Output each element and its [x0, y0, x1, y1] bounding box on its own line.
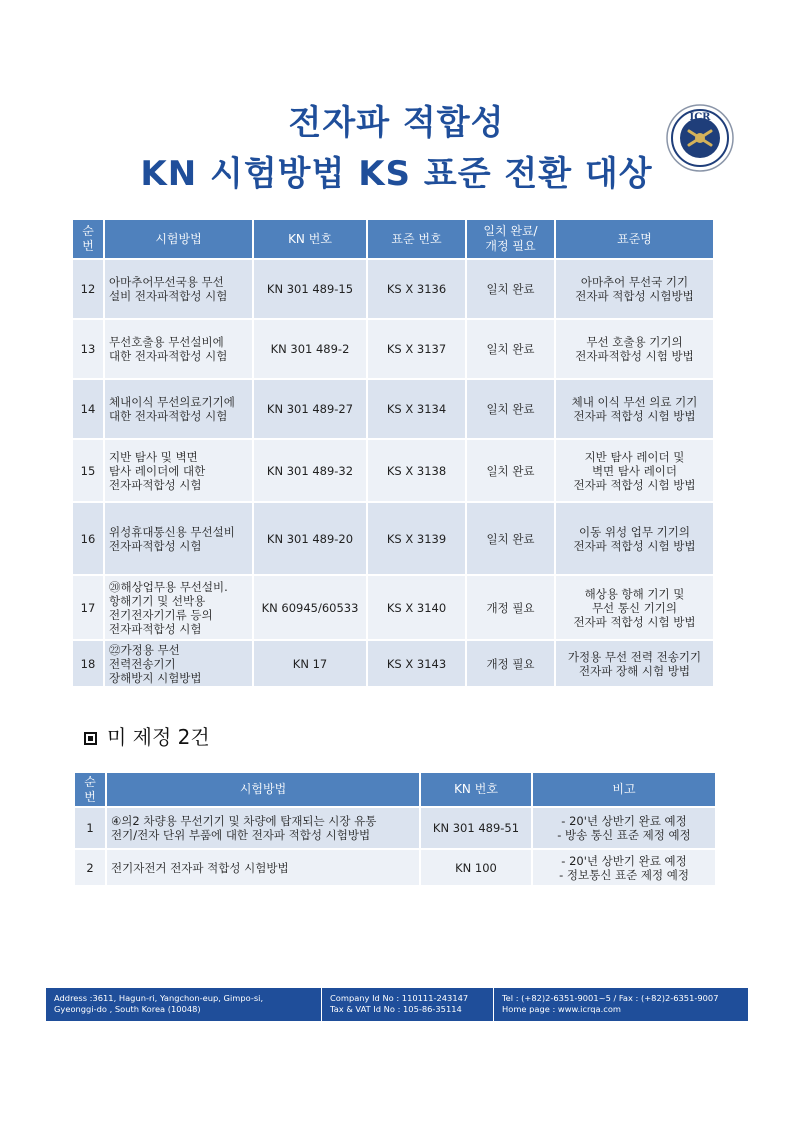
- cell-method: [105, 380, 252, 438]
- cell-method-line: 전자파적합성 시험: [109, 621, 202, 636]
- table-row: [75, 850, 715, 885]
- cell-std-name: [556, 260, 713, 318]
- cell-std-name-line: 전자파적합성 시험 방법: [575, 349, 694, 363]
- cell-kn: KN 301 489-27: [254, 380, 366, 438]
- cell-method-line: 항해기기 및 선박용: [109, 593, 206, 608]
- col-kn: KN 번호: [421, 773, 531, 806]
- cell-std-name-line: 지반 탐사 레이더 및: [584, 449, 685, 464]
- cell-note-line: - 방송 통신 표준 제정 예정: [557, 828, 691, 842]
- cell-std: KS X 3134: [368, 380, 465, 438]
- col-method: 시험방법: [107, 773, 419, 806]
- cell-method-line: 전자파적합성 시험: [109, 477, 202, 492]
- cell-std-name: [556, 440, 713, 501]
- cell-std-name-line: 이동 위성 업무 기기의: [579, 524, 690, 539]
- cell-method-line: ④의2 차량용 무선기기 및 차량에 탑재되는 시장 유통: [111, 814, 377, 828]
- table-row: [73, 380, 713, 438]
- cell-no: 13: [73, 320, 103, 378]
- cell-method-line: 전자파적합성 시험: [109, 538, 202, 553]
- footer: [46, 988, 748, 1021]
- cell-no: 14: [73, 380, 103, 438]
- cell-kn: KN 301 489-20: [254, 503, 366, 574]
- col-no-b: 번: [84, 789, 96, 804]
- conversion-table: [71, 218, 715, 688]
- cell-kn: KN 301 489-15: [254, 260, 366, 318]
- square-bullet-icon: [84, 732, 97, 745]
- cell-std-name-line: 전자파 적합성 시험 방법: [573, 614, 696, 629]
- col-no-b: 번: [82, 239, 94, 253]
- cell-method-line: 대한 전자파적합성 시험: [109, 349, 228, 363]
- cell-method: [105, 440, 252, 501]
- cell-status: 일치 완료: [467, 260, 554, 318]
- cell-method: [105, 260, 252, 318]
- cell-kn: KN 60945/60533: [254, 576, 366, 639]
- cell-method-line: 전력전송기기: [109, 656, 176, 671]
- cell-std-name-line: 전자파 장해 시험 방법: [579, 663, 690, 678]
- cell-std-name: [556, 641, 713, 686]
- cell-method: [107, 808, 419, 848]
- cell-std: KS X 3140: [368, 576, 465, 639]
- cell-status: 일치 완료: [467, 503, 554, 574]
- page-title-line2: KN 시험방법 KS 표준 전환 대상: [140, 154, 653, 194]
- subheading: [84, 721, 210, 750]
- cell-method-line: 체내이식 무선의료기기에: [109, 395, 235, 409]
- cell-std-name-line: 벽면 탐사 레이더: [591, 463, 678, 478]
- col-method: 시험방법: [105, 220, 252, 258]
- seal-icon: [665, 103, 735, 173]
- cell-method: [105, 503, 252, 574]
- cell-std-name-line: 가정용 무선 전력 전송기기: [567, 649, 702, 664]
- cell-status: 개정 필요: [467, 641, 554, 686]
- col-std-name: 표준명: [556, 220, 713, 258]
- cell-status: 개정 필요: [467, 576, 554, 639]
- cell-no: 18: [73, 641, 103, 686]
- cell-method-line: 설비 전자파적합성 시험: [109, 289, 228, 303]
- footer-contact-line1: Tel : (+82)2-6351-9001~5 / Fax : (+82)2-6351-9007: [502, 993, 719, 1003]
- cell-no: 2: [75, 850, 105, 885]
- cell-std-name-line: 체내 이식 무선 의료 기기: [571, 395, 698, 409]
- cell-std-name: [556, 320, 713, 378]
- cell-std-name-line: 전자파 적합성 시험방법: [575, 289, 694, 303]
- cell-std-name-line: 해상용 항해 기기 및: [584, 586, 685, 601]
- cell-method-line: ㉒가정용 무선: [109, 642, 180, 657]
- cell-method: [105, 576, 252, 639]
- cell-std-name-line: 아마추어 무선국 기기: [580, 275, 689, 289]
- footer-contact-line2: Home page : www.icrqa.com: [502, 1004, 622, 1014]
- pending-table: [73, 771, 717, 887]
- cell-kn: KN 301 489-2: [254, 320, 366, 378]
- footer-company-line1: Company Id No : 110111-243147: [330, 993, 469, 1003]
- cell-method-line: 무선호출용 무선설비에: [109, 335, 224, 349]
- col-no: [73, 220, 103, 258]
- col-std: 표준 번호: [368, 220, 465, 258]
- cell-note: [533, 808, 715, 848]
- cell-kn: KN 17: [254, 641, 366, 686]
- cell-std-name-line: 전자파 적합성 시험 방법: [573, 409, 696, 423]
- table-row: [73, 440, 713, 501]
- cell-no: 17: [73, 576, 103, 639]
- cell-std: KS X 3136: [368, 260, 465, 318]
- cell-std-name: [556, 380, 713, 438]
- cell-std-name-line: 전자파 적합성 시험 방법: [573, 477, 696, 492]
- cell-status: 일치 완료: [467, 380, 554, 438]
- cell-std: KS X 3143: [368, 641, 465, 686]
- cell-method: [107, 850, 419, 885]
- cell-note-line: - 20'년 상반기 완료 예정: [561, 853, 687, 868]
- cell-std-name: [556, 576, 713, 639]
- cell-std-name: [556, 503, 713, 574]
- cell-method-line: 지반 탐사 및 벽면: [109, 449, 198, 464]
- footer-company: [322, 988, 494, 1021]
- footer-address: [46, 988, 322, 1021]
- cell-method-line: 아마추어무선국용 무선: [109, 275, 224, 289]
- page-title-line1: 전자파 적합성: [288, 103, 505, 143]
- table-row: [75, 808, 715, 848]
- cell-method-line: 전기자전거 전자파 적합성 시험방법: [111, 860, 289, 875]
- cell-method-line: 전기전자기기류 등의: [109, 607, 213, 622]
- logo-text: ICR: [689, 112, 711, 123]
- cell-kn: KN 301 489-32: [254, 440, 366, 501]
- cell-note-line: - 20'년 상반기 완료 예정: [561, 814, 687, 828]
- cell-method: [105, 641, 252, 686]
- footer-company-line2: Tax & VAT Id No : 105-86-35114: [330, 1004, 462, 1014]
- cell-status: 일치 완료: [467, 440, 554, 501]
- table-row: [73, 641, 713, 686]
- cell-kn: KN 100: [421, 850, 531, 885]
- cell-status: 일치 완료: [467, 320, 554, 378]
- cell-method-line: 전기/전자 단위 부품에 대한 전자파 적합성 시험방법: [111, 828, 371, 842]
- cell-std-name-line: 전자파 적합성 시험 방법: [573, 538, 696, 553]
- cell-method-line: 장해방지 시험방법: [109, 670, 202, 685]
- cell-no: 12: [73, 260, 103, 318]
- cell-no: 15: [73, 440, 103, 501]
- subheading-text: 미 제정 2건: [107, 725, 210, 749]
- col-status-b: 개정 필요: [485, 239, 536, 253]
- cell-method-line: 탐사 레이더에 대한: [109, 463, 206, 478]
- cell-kn: KN 301 489-51: [421, 808, 531, 848]
- cell-method-line: 위성휴대통신용 무선설비: [109, 524, 235, 539]
- footer-address-line2: Gyeonggi-do , South Korea (10048): [54, 1004, 201, 1014]
- col-no-a: 순: [84, 774, 96, 789]
- cell-std: KS X 3139: [368, 503, 465, 574]
- cell-no: 1: [75, 808, 105, 848]
- table-row: [73, 260, 713, 318]
- cell-note-line: - 정보통신 표준 제정 예정: [559, 867, 689, 882]
- table-row: [73, 576, 713, 639]
- col-no: [75, 773, 105, 806]
- cell-note: [533, 850, 715, 885]
- cell-std-name-line: 무선 호출용 기기의: [586, 335, 683, 349]
- footer-contact: [494, 988, 748, 1021]
- table-row: [73, 320, 713, 378]
- col-kn: KN 번호: [254, 220, 366, 258]
- cell-method: [105, 320, 252, 378]
- cell-std: KS X 3138: [368, 440, 465, 501]
- cell-std-name-line: 무선 통신 기기의: [591, 600, 678, 615]
- col-no-a: 순: [82, 224, 94, 238]
- cell-no: 16: [73, 503, 103, 574]
- cell-method-line: 대한 전자파적합성 시험: [109, 409, 228, 423]
- table-row: [73, 503, 713, 574]
- col-status: [467, 220, 554, 258]
- cell-std: KS X 3137: [368, 320, 465, 378]
- footer-address-line1: Address :3611, Hagun-ri, Yangchon-eup, Gimpo-si,: [54, 993, 264, 1003]
- cell-method-line: ⑳해상업무용 무선설비.: [109, 579, 228, 594]
- col-note: 비고: [533, 773, 715, 806]
- col-status-a: 일치 완료/: [483, 224, 538, 238]
